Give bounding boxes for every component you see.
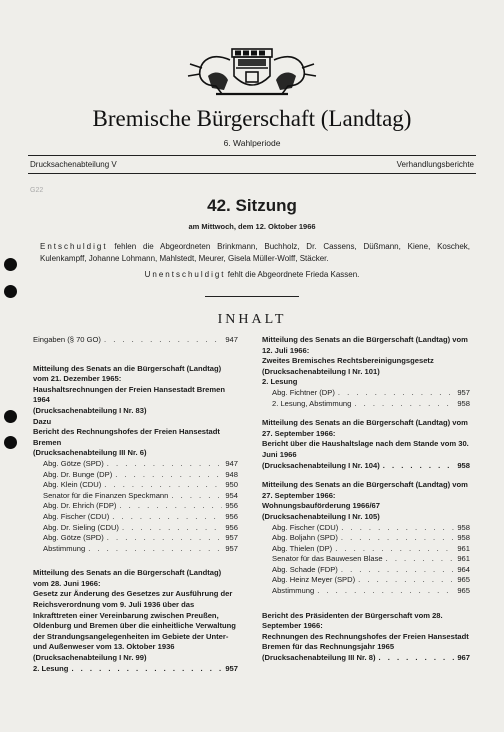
session-title: 42. Sitzung (207, 196, 297, 215)
toc-intro: Mitteilung des Senats an die Bürgerschaft (Landtag) vom 27. September 1966: (262, 480, 468, 500)
toc-speaker: Abg. Schade (FDP) . . . 964 (272, 565, 470, 576)
toc-drucksache: (Drucksachenabteilung I Nr. 101) (262, 366, 380, 376)
toc-drucksache: (Drucksachenabteilung I Nr. 104) . . . 958 (262, 461, 470, 472)
toc-speaker: Abg. Dr. Sieling (CDU) . . . 956 (43, 523, 238, 534)
header-right-label: Verhandlungsberichte (396, 160, 474, 169)
toc-subject: Wohnungsbauförderung 1966/67 (262, 501, 380, 511)
toc-speaker: Abg. Thielen (DP) . . . 961 (272, 544, 470, 555)
header-rule-bottom (28, 173, 476, 174)
publication-title: Bremische Bürgerschaft (Landtag) (92, 106, 412, 131)
contents-right-column (262, 335, 470, 664)
toc-drucksache: (Drucksachenabteilung I Nr. 105) (262, 511, 380, 521)
toc-speaker: Abg. Fichtner (DP) . . . 957 (272, 388, 470, 399)
toc-subject: Bericht des Rechnungshofes der Freien Hansestadt Bremen (33, 427, 220, 447)
toc-speaker: Abg. Klein (CDU) . . . 950 (43, 480, 238, 491)
toc-intro: Mitteilung des Senats an die Bürgerschaft (Landtag) vom 27. September 1966: (262, 418, 468, 438)
toc-speaker: Abg. Fischer (CDU) . . . 958 (272, 523, 470, 534)
toc-lesung: 2. Lesung . . . 957 (33, 664, 238, 675)
toc-speaker: Abg. Dr. Bunge (DP) . . . 948 (43, 470, 238, 481)
toc-drucksache: (Drucksachenabteilung I Nr. 83) (33, 405, 147, 415)
toc-speaker: Abg. Fischer (CDU) . . . 956 (43, 512, 238, 523)
toc-speaker: Abg. Heinz Meyer (SPD) . . . 965 (272, 575, 470, 586)
unexcused-absences (0, 270, 504, 279)
toc-speaker: Abg. Boljahn (SPD) . . . 958 (272, 533, 470, 544)
toc-lesung: 2. Lesung (262, 377, 298, 387)
toc-speaker: Senator für die Finanzen Speckmann . . . 954 (43, 491, 238, 502)
contents-heading: INHALT (217, 312, 287, 327)
toc-dazu: Dazu (33, 416, 52, 426)
period-subtitle: 6. Wahlperiode (223, 138, 281, 148)
toc-speaker: Abg. Götze (SPD) . . . 947 (43, 459, 238, 470)
toc-item: 2. Lesung, Abstimmung . . . 958 (272, 399, 470, 410)
toc-subject: Gesetz zur Änderung des Gesetzes zur Ausführung der Reichsverordnung vom 9. Juli 1936 über das Inkrafttreten einer Vereinbarung zwischen Preußen, Oldenburg und Bremen über die einheitliche Verwaltung der Strandungsangelegenheiten im Gebiete der Unter- und Außenweser vom 13. Oktober 1936 (33, 589, 236, 652)
unexcused-text: fehlt die Abgeordnete Frieda Kassen. (227, 270, 360, 279)
toc-subject: Bericht über die Haushaltslage nach dem Stande vom 30. Juni 1966 (262, 439, 469, 459)
toc-intro: Mitteilung des Senats an die Bürgerschaft (Landtag) vom 28. Juni 1966: (33, 568, 222, 588)
unexcused-label: Unentschuldigt (144, 270, 226, 279)
toc-subject: Zweites Bremisches Rechtsbereinigungsgesetz (262, 356, 434, 366)
toc-speaker: Senator für das Bauwesen Blase . . . 961 (272, 554, 470, 565)
toc-speaker: Abg. Dr. Ehrich (FDP) . . . 956 (43, 501, 238, 512)
toc-speaker: Abstimmung . . . 965 (272, 586, 470, 597)
header-rule-top (28, 155, 476, 156)
toc-subject: Rechnungen des Rechnungshofes der Freien Hansestadt Bremen für das Rechnungsjahr 1965 (262, 631, 469, 652)
toc-intro: Bericht des Präsidenten der Bürgerschaft vom 28. September 1966: (262, 610, 443, 631)
header-left-label: Drucksachenabteilung V (30, 160, 117, 169)
excused-label: Entschuldigt (40, 242, 108, 251)
toc-speaker: Abg. Götze (SPD) . . . 957 (43, 533, 238, 544)
bremen-coat-of-arms-icon (172, 46, 332, 102)
archive-stamp: G22 (30, 187, 44, 194)
toc-intro: Mitteilung des Senats an die Bürgerschaft (Landtag) vom 21. Dezember 1965: (33, 363, 222, 384)
punch-hole-2 (4, 285, 17, 298)
punch-hole-4 (4, 436, 17, 449)
toc-drucksache: (Drucksachenabteilung III Nr. 8) . . . 967 (262, 653, 470, 664)
toc-intro: Mitteilung des Senats an die Bürgerschaft (Landtag) vom 12. Juli 1966: (262, 335, 468, 355)
contents-divider (205, 296, 299, 297)
excused-absences (40, 241, 470, 264)
excused-text: fehlen die Abgeordneten Brinkmann, Buchholz, Dr. Cassens, Düßmann, Kiene, Koschek, Kulenkampff, Johanne Lohmann, Mahlstedt, Meurer, Gisela Müller-Wolff, Stäcker. (40, 242, 470, 263)
contents-left-column (33, 335, 238, 674)
punch-hole-3 (4, 410, 17, 423)
toc-drucksache: (Drucksachenabteilung I Nr. 99) (33, 653, 147, 663)
toc-entry-eingaben: Eingaben (§ 70 GO) . . . 947 (33, 335, 238, 346)
toc-speaker: Abstimmung . . . 957 (43, 544, 238, 555)
session-date: am Mittwoch, dem 12. Oktober 1966 (188, 222, 316, 231)
toc-drucksache: (Drucksachenabteilung III Nr. 6) (33, 448, 147, 458)
toc-subject: Haushaltsrechnungen der Freien Hansestadt Bremen 1964 (33, 384, 226, 405)
